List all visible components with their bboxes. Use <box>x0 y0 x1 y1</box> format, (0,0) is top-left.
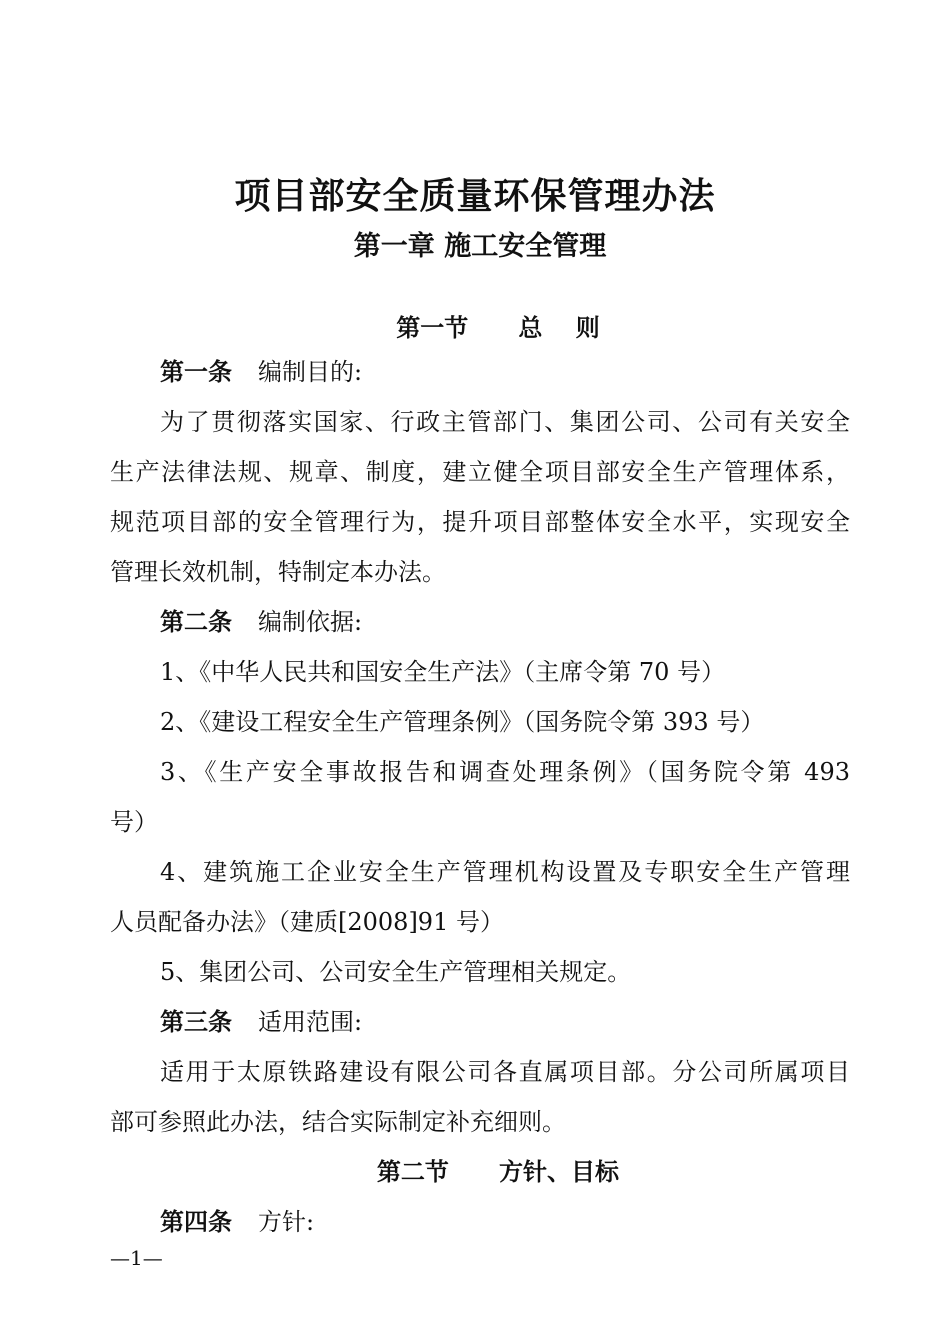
basis-item: 人员配备办法》（建质[2008]91 号） <box>110 908 504 936</box>
paragraph-line: 管理长效机制，特制定本办法。 <box>110 558 446 586</box>
basis-item: 1、《中华人民共和国安全生产法》（主席令第 70 号） <box>160 658 726 686</box>
article-label: 第三条 <box>160 1008 232 1036</box>
paragraph-line: 部可参照此办法，结合实际制定补充细则。 <box>110 1108 566 1136</box>
paragraph-line: 适用于太原铁路建设有限公司各直属项目部。分公司所属项目 <box>160 1058 850 1086</box>
article-heading: 方针: <box>258 1208 315 1236</box>
section-heading-policy: 第二节 方针、目标 <box>376 1157 620 1186</box>
article-label: 第二条 <box>160 608 232 636</box>
article-label: 第一条 <box>160 358 232 386</box>
paragraph-line: 生产法律法规、规章、制度，建立健全项目部安全生产管理体系， <box>110 458 850 486</box>
section-heading-general: 第一节 总 则 <box>396 313 600 342</box>
article-heading: 适用范围: <box>258 1008 363 1036</box>
basis-item: 5、集团公司、公司安全生产管理相关规定。 <box>160 958 632 986</box>
basis-item: 号） <box>110 808 158 836</box>
article-2 <box>160 606 362 638</box>
paragraph-line: 为了贯彻落实国家、行政主管部门、集团公司、公司有关安全 <box>160 408 850 436</box>
article-label: 第四条 <box>160 1208 232 1236</box>
article-heading: 编制依据: <box>258 608 363 636</box>
article-4 <box>160 1206 314 1238</box>
article-3 <box>160 1006 362 1038</box>
paragraph-line: 规范项目部的安全管理行为，提升项目部整体安全水平，实现安全 <box>110 508 850 536</box>
document-title: 项目部安全质量环保管理办法 <box>234 175 716 217</box>
basis-item: 4、建筑施工企业安全生产管理机构设置及专职安全生产管理 <box>160 858 850 886</box>
chapter-heading: 第一章 施工安全管理 <box>353 231 607 262</box>
basis-item: 2、《建设工程安全生产管理条例》（国务院令第 393 号） <box>160 708 765 736</box>
basis-item: 3、《生产安全事故报告和调查处理条例》（国务院令第 493 <box>160 758 850 786</box>
page-number: —1— <box>110 1246 163 1270</box>
article-heading: 编制目的: <box>258 358 363 386</box>
article-1 <box>160 356 362 388</box>
